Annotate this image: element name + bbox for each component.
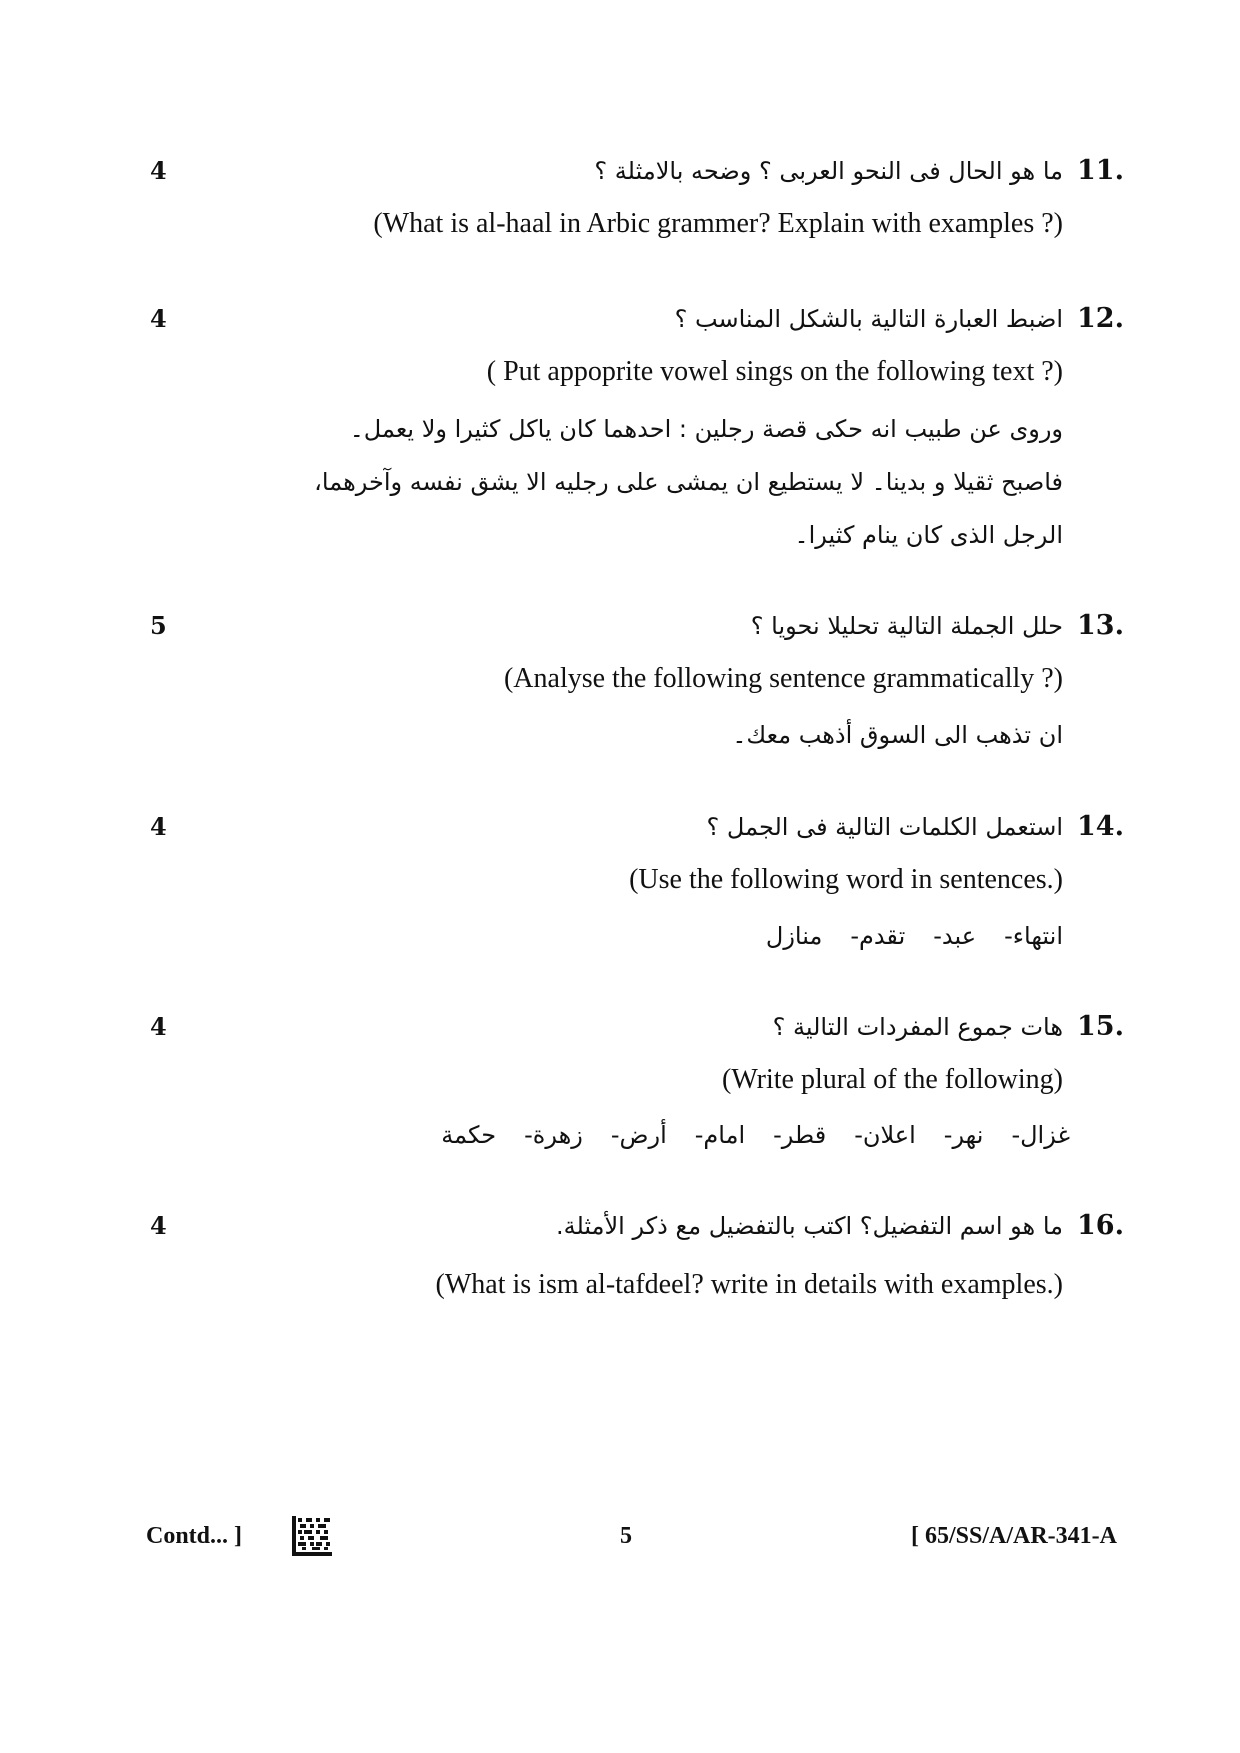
q16-arabic-question: ما هو اسم التفضيل؟ اكتب بالتفضيل مع ذكر الأمثلة.	[555, 1212, 1063, 1240]
q12-text-line-1: وروى عن طبيب انه حكى قصة رجلين : احدهما كان ياكل كثيرا ولا يعمل۔	[349, 415, 1063, 443]
q16-marks: 4	[150, 1211, 167, 1240]
q11-arabic-question: ما هو الحال فى النحو العربى ؟ وضحه بالامثلة ؟	[594, 157, 1063, 185]
q12-text-line-2: فاصبح ثقيلا و بدينا۔ لا يستطيع ان يمشى على رجليه الا يشق نفسه وآخرهما،	[314, 468, 1063, 496]
q14-number: 14.	[1077, 811, 1124, 842]
q14-marks: 4	[150, 812, 167, 841]
q15-word: قطر-	[773, 1121, 827, 1149]
q11-marks: 4	[150, 156, 167, 185]
q14-arabic-question: استعمل الكلمات التالية فى الجمل ؟	[706, 813, 1063, 841]
q15-word-list	[413, 1115, 1070, 1155]
q14-english-question: (Use the following word in sentences.)	[629, 864, 1063, 895]
page-number: 5	[620, 1523, 632, 1549]
q15-english-question: (Write plural of the following)	[722, 1064, 1063, 1095]
q15-word: اعلان-	[854, 1121, 916, 1149]
q15-word: حكمة	[441, 1121, 497, 1149]
q15-marks: 4	[150, 1012, 167, 1041]
q15-word: زهرة-	[524, 1121, 583, 1149]
q16-number: 16.	[1077, 1210, 1124, 1241]
q12-marks: 4	[150, 304, 167, 333]
q13-arabic-question: حلل الجملة التالية تحليلا نحويا ؟	[750, 612, 1063, 640]
q14-word: انتهاء-	[1004, 922, 1063, 950]
q14-word-list	[738, 916, 1063, 956]
q15-number: 15.	[1077, 1011, 1124, 1042]
q15-word: امام-	[694, 1121, 746, 1149]
q11-number: 11.	[1077, 155, 1124, 186]
q12-english-question: ( Put appoprite vowel sings on the following text ?)	[486, 356, 1063, 387]
q12-text-line-3: الرجل الذى كان ينام كثيرا۔	[794, 521, 1063, 549]
q14-word: منازل	[765, 922, 823, 950]
q15-arabic-question: هات جموع المفردات التالية ؟	[772, 1013, 1063, 1041]
paper-code: [ 65/SS/A/AR-341-A	[910, 1523, 1117, 1549]
q14-word: عبد-	[933, 922, 977, 950]
q16-english-question: (What is ism al-tafdeel? write in details with examples.)	[435, 1269, 1063, 1300]
q13-sentence: ان تذهب الى السوق أذهب معك۔	[732, 721, 1063, 749]
q12-number: 12.	[1077, 303, 1124, 334]
q14-word: تقدم-	[850, 922, 906, 950]
q15-word: نهر-	[943, 1121, 984, 1149]
q13-english-question: (Analyse the following sentence grammatically ?)	[503, 663, 1063, 694]
q15-word: أرض-	[610, 1121, 667, 1149]
q13-marks: 5	[150, 611, 167, 640]
contd-label: Contd... ]	[146, 1523, 243, 1549]
q13-number: 13.	[1077, 610, 1124, 641]
q11-english-question: (What is al-haal in Arbic grammer? Explain with examples ?)	[373, 208, 1063, 239]
q15-word: غزال-	[1011, 1121, 1070, 1149]
q12-arabic-question: اضبط العبارة التالية بالشكل المناسب ؟	[674, 305, 1063, 333]
barcode-icon	[292, 1516, 332, 1556]
